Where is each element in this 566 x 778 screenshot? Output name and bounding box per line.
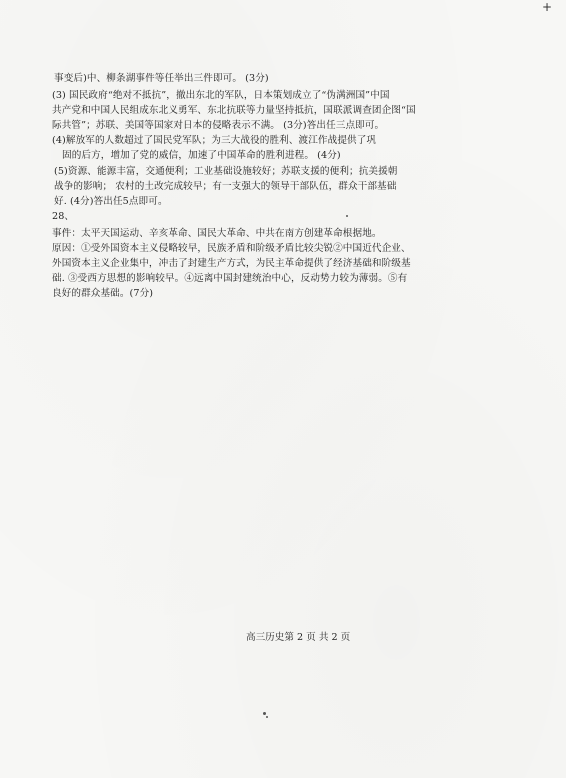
answer-line: 础. ③受西方思想的影响较早。④远离中国封建统治中心，反动势力较为薄弱。⑤有 xyxy=(52,273,408,284)
answer-line: (3) 国民政府“绝对不抵抗”，撤出东北的军队，日本策划成立了“伪满洲国”中国 xyxy=(52,90,390,101)
answer-line: 战争的影响； 农村的土改完成较早；有一支强大的领导干部队伍，群众干部基础 xyxy=(54,181,397,192)
answer-line: 好. (4分)答出任5点即可。 xyxy=(54,196,168,207)
answer-line: 外国资本主义企业集中，冲击了封建生产方式，为民主革命提供了经济基础和阶级基 xyxy=(52,258,411,269)
answer-line: 原因：①受外国资本主义侵略较早，民族矛盾和阶级矛盾比较尖锐②中国近代企业、 xyxy=(52,243,411,254)
answer-line: (4)解放军的人数超过了国民党军队；为三大战役的胜利、渡江作战提供了巩 xyxy=(52,135,377,146)
scan-speck xyxy=(346,215,348,217)
question-number: 28、 xyxy=(52,211,75,222)
answer-line: 良好的群众基础。(7分) xyxy=(52,288,154,299)
scan-speck xyxy=(266,716,268,718)
answer-line: 事变后)中、柳条湖事件等任举出三件即可。 (3分) xyxy=(54,73,269,84)
scan-speck xyxy=(263,712,266,715)
page-footer: 高三历史第 2 页 共 2 页 xyxy=(246,632,351,643)
answer-line: (5)资源、能源丰富，交通便利；工业基础设施较好；苏联支援的便利；抗美援朝 xyxy=(54,166,398,177)
answer-line: 际共管”；苏联、美国等国家对日本的侵略表示不满。 (3分)答出任三点即可。 xyxy=(52,120,385,131)
answer-line: 事件：太平天国运动、辛亥革命、国民大革命、中共在南方创建革命根据地。 xyxy=(52,228,382,239)
answer-line: 固的后方，增加了党的威信，加速了中国革命的胜利进程。 (4分) xyxy=(62,150,341,161)
answer-line: 共产党和中国人民组成东北义勇军、东北抗联等力量坚持抵抗，国联派调查团企图“国 xyxy=(52,105,416,116)
corner-mark: + xyxy=(541,0,552,14)
